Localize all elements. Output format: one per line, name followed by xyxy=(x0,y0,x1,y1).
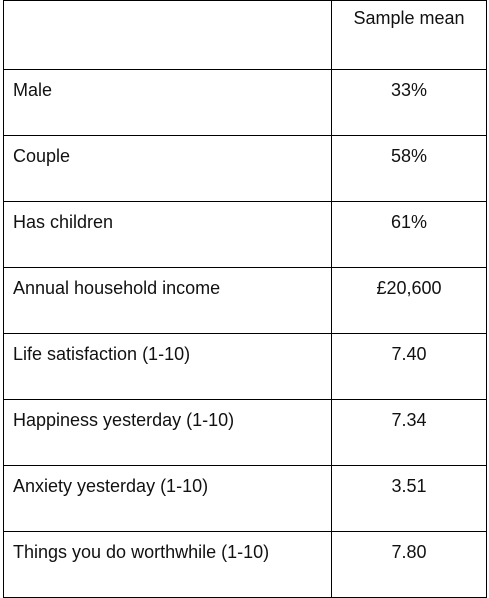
summary-table xyxy=(3,0,487,598)
row-value: 3.51 xyxy=(332,466,487,532)
table-row xyxy=(4,532,487,598)
row-label: Has children xyxy=(4,202,332,268)
summary-table-container xyxy=(3,0,486,562)
row-label: Anxiety yesterday (1-10) xyxy=(4,466,332,532)
row-value: 7.40 xyxy=(332,334,487,400)
table-row xyxy=(4,334,487,400)
row-value: £20,600 xyxy=(332,268,487,334)
row-label: Couple xyxy=(4,136,332,202)
row-label: Life satisfaction (1-10) xyxy=(4,334,332,400)
row-value: 61% xyxy=(332,202,487,268)
table-row xyxy=(4,70,487,136)
table-row xyxy=(4,202,487,268)
header-sample-mean: Sample mean xyxy=(332,1,487,70)
row-value: 58% xyxy=(332,136,487,202)
row-label: Annual household income xyxy=(4,268,332,334)
row-label: Things you do worthwhile (1-10) xyxy=(4,532,332,598)
table-row xyxy=(4,136,487,202)
row-label: Happiness yesterday (1-10) xyxy=(4,400,332,466)
row-value: 33% xyxy=(332,70,487,136)
row-value: 7.80 xyxy=(332,532,487,598)
table-row xyxy=(4,400,487,466)
row-label: Male xyxy=(4,70,332,136)
table-row xyxy=(4,466,487,532)
header-empty-cell xyxy=(4,1,332,70)
table-header-row xyxy=(4,1,487,70)
row-value: 7.34 xyxy=(332,400,487,466)
table-row xyxy=(4,268,487,334)
